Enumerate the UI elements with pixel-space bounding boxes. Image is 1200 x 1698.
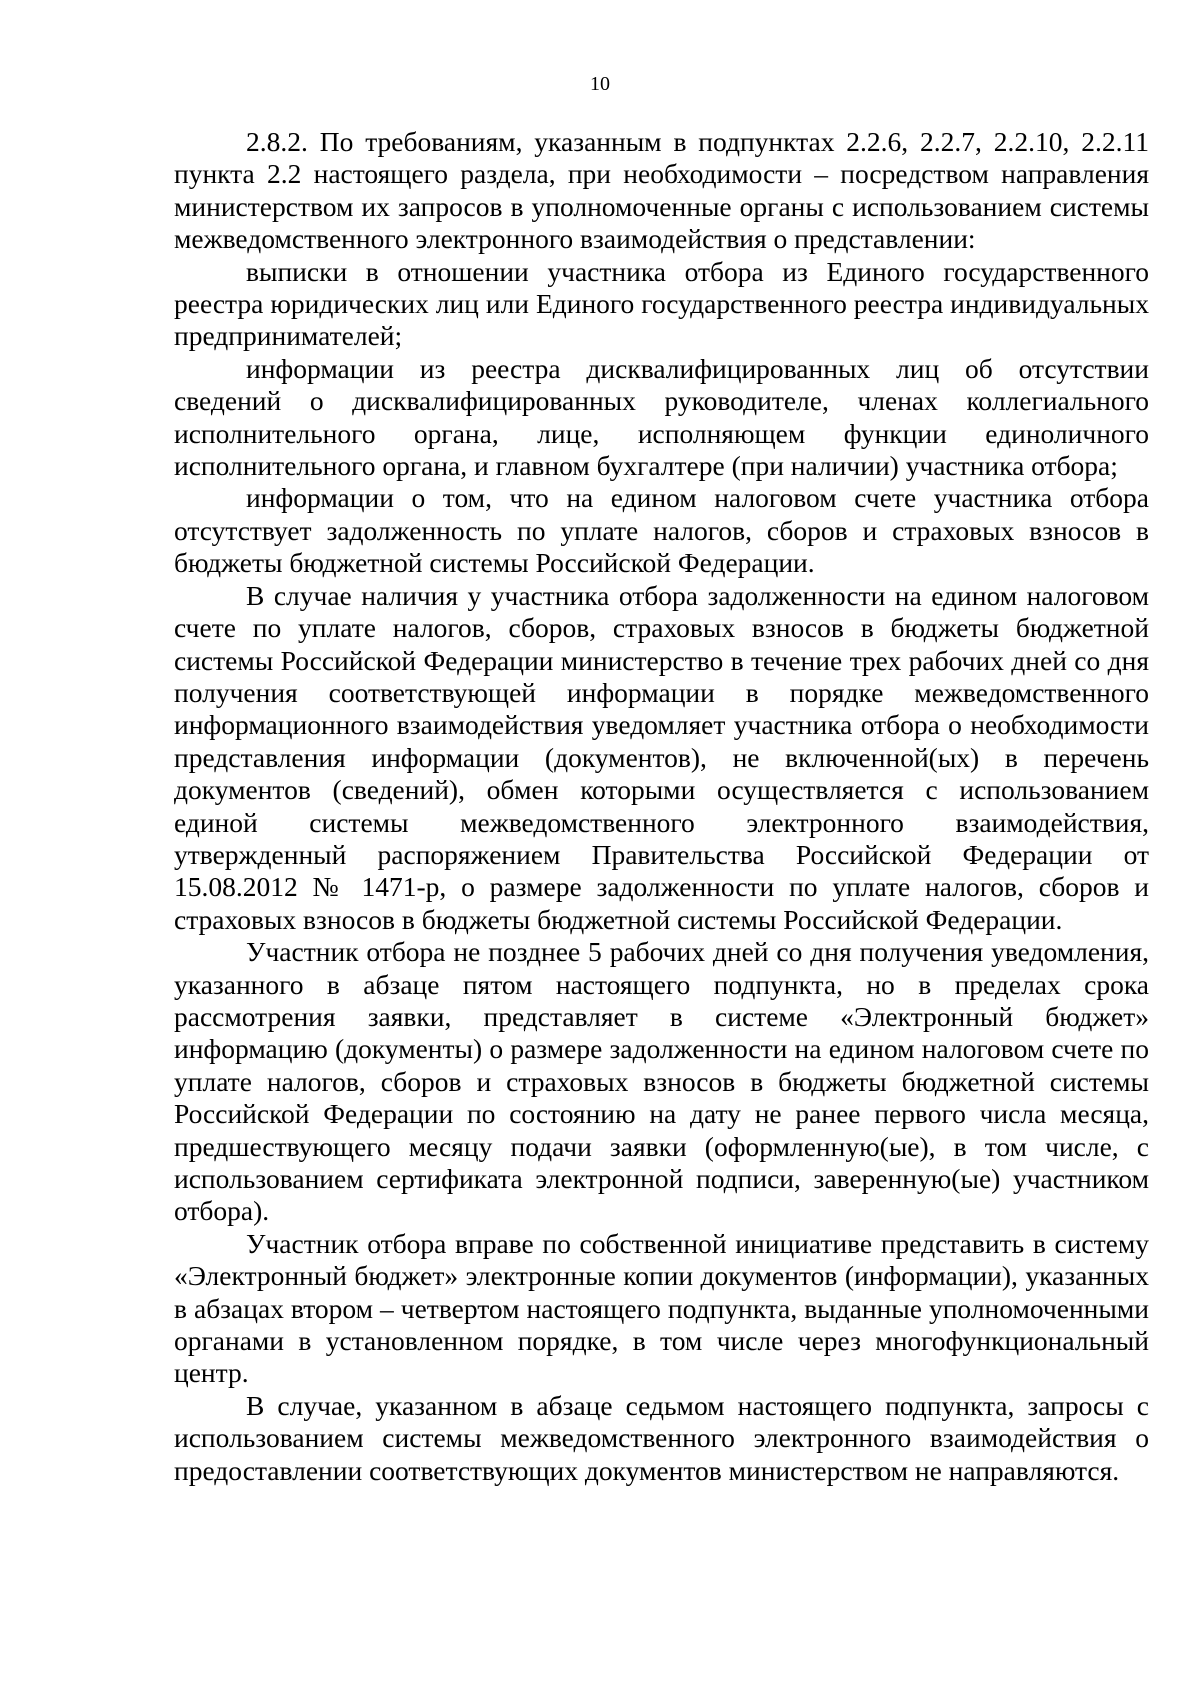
paragraph-disqualified-registry: информации из реестра дисквалифицированных лиц об отсутствии сведений о дисквалифицированных руководителе, членах коллегиального исполнительного органа, лице, исполняющем функции единоличного исполнительного органа, и главном бухгалтере (при наличии) участника отбора; xyxy=(174,352,1149,482)
page-number: 10 xyxy=(590,73,610,95)
paragraph-own-initiative: Участник отбора вправе по собственной инициативе представить в систему «Электронный бюджет» электронные копии документов (информации), указанных в абзацах втором – четвертом настоящего подпункта, выданные уполномоченными органами в установленном порядке, в том числе через многофункциональный центр. xyxy=(174,1227,1149,1389)
paragraph-egrul-extract: выписки в отношении участника отбора из Единого государственного реестра юридических лиц или Единого государственного реестра индивидуальных предпринимателей; xyxy=(174,255,1149,352)
paragraph-2-8-2: 2.8.2. По требованиям, указанным в подпунктах 2.2.6, 2.2.7, 2.2.10, 2.2.11 пункта 2.2 настоящего раздела, при необходимости – посредством направления министерством их запросов в уполномоченные органы с использованием системы межведомственного электронного взаимодействия о представлении: xyxy=(174,126,1149,255)
paragraph-no-requests: В случае, указанном в абзаце седьмом настоящего подпункта, запросы с использованием системы межведомственного электронного взаимодействия о предоставлении соответствующих документов министерством не направляются. xyxy=(174,1389,1149,1486)
document-body xyxy=(174,126,1149,1487)
paragraph-tax-debt-info: информации о том, что на едином налоговом счете участника отбора отсутствует задолженность по уплате налогов, сборов и страховых взносов в бюджеты бюджетной системы Российской Федерации. xyxy=(174,482,1149,579)
paragraph-debt-notification: В случае наличия у участника отбора задолженности на едином налоговом счете по уплате налогов, сборов, страховых взносов в бюджеты бюджетной системы Российской Федерации министерство в течение трех рабочих дней со дня получения соответствующей информации в порядке межведомственного информационного взаимодействия уведомляет участника отбора о необходимости представления информации (документов), не включенной(ых) в перечень документов (сведений), обмен которыми осуществляется с использованием единой системы межведомственного электронного взаимодействия, утвержденный распоряжением Правительства Российской Федерации от 15.08.2012 № 1471-р, о размере задолженности по уплате налогов, сборов и страховых взносов в бюджеты бюджетной системы Российской Федерации. xyxy=(174,579,1149,935)
paragraph-participant-submission: Участник отбора не позднее 5 рабочих дней со дня получения уведомления, указанного в абзаце пятом настоящего подпункта, но в пределах срока рассмотрения заявки, представляет в системе «Электронный бюджет» информацию (документы) о размере задолженности на едином налоговом счете по уплате налогов, сборов и страховых взносов в бюджеты бюджетной системы Российской Федерации по состоянию на дату не ранее первого числа месяца, предшествующего месяцу подачи заявки (оформленную(ые), в том числе, с использованием сертификата электронной подписи, заверенную(ые) участником отбора). xyxy=(174,936,1149,1227)
